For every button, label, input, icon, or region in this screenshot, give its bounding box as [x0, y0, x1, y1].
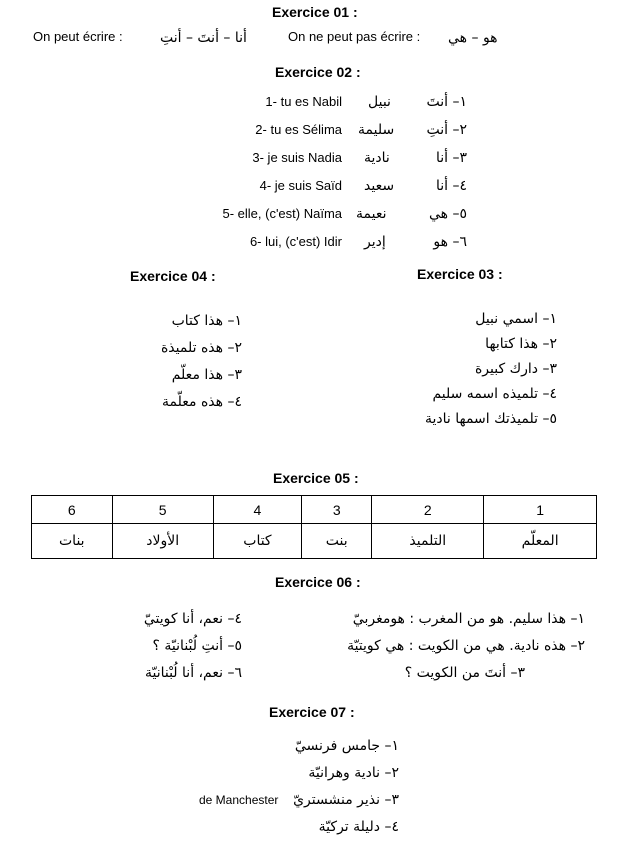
- ex02-fr-2: 2- tu es Sélima: [255, 122, 342, 137]
- ex03-item-4: ٤– تلميذه اسمه سليم: [432, 386, 557, 402]
- ex05-word-cell: كتاب: [213, 524, 301, 559]
- ex02-title: Exercice 02 :: [275, 64, 361, 80]
- ex01-title: Exercice 01 :: [272, 4, 358, 20]
- ex05-number-cell: 3: [302, 496, 372, 524]
- ex05-word-cell: الأولاد: [112, 524, 213, 559]
- ex02-pron-6: ٦– هو: [433, 234, 467, 250]
- ex04-title: Exercice 04 :: [130, 268, 216, 284]
- ex05-number-cell: 6: [32, 496, 113, 524]
- ex07-note: de Manchester: [199, 793, 279, 807]
- ex04-item-2: ٢– هذه تلميذة: [160, 340, 242, 356]
- ex02-name-6: إدير: [364, 234, 386, 250]
- ex01-cannot-label: On ne peut pas écrire :: [288, 29, 421, 44]
- ex02-pron-5: ٥– هي: [428, 206, 467, 222]
- ex05-title: Exercice 05 :: [273, 470, 359, 486]
- ex02-fr-1: 1- tu es Nabil: [265, 94, 342, 109]
- ex02-fr-5: 5- elle, (c'est) Naïma: [222, 206, 342, 221]
- ex02-name-4: سعيد: [364, 178, 395, 194]
- ex06-right-3: ٣– أنتَ من الكويت ؟: [404, 665, 525, 681]
- ex04-item-4: ٤– هذه معلّمة: [162, 394, 242, 410]
- ex01-can-value: أنا – أنتَ – أنتِ: [160, 30, 247, 46]
- ex02-name-3: نادية: [364, 150, 390, 166]
- ex07-item-4: ٤– دليلة تركيّة: [318, 819, 399, 835]
- ex06-left-3: ٦– نعم، أنا لُبْنانيّة: [144, 665, 242, 681]
- ex06-title: Exercice 06 :: [275, 574, 361, 590]
- ex04-item-1: ١– هذا كتاب: [171, 313, 242, 329]
- ex05-number-cell: 1: [484, 496, 597, 524]
- ex02-pron-2: ٢– أنتِ: [426, 122, 467, 138]
- ex03-item-3: ٣– دارك كبيرة: [474, 361, 557, 377]
- ex06-right-1: ١– هذا سليم. هو من المغرب : هومغربيّ: [352, 611, 585, 627]
- ex02-name-2: سليمة: [358, 122, 395, 138]
- ex02-pron-1: ١– أنتَ: [426, 94, 467, 110]
- ex05-number-cell: 4: [213, 496, 301, 524]
- ex02-fr-6: 6- lui, (c'est) Idir: [249, 234, 342, 249]
- ex05-word-cell: بنات: [32, 524, 113, 559]
- ex05-word-cell: بنت: [302, 524, 372, 559]
- ex01-cannot-value: هو – هي: [448, 30, 498, 46]
- ex06-right-2: ٢– هذه نادية. هي من الكويت : هي كويتيّة: [347, 638, 585, 654]
- ex02-name-1: نبيل: [368, 94, 391, 110]
- ex02-fr-4: 4- je suis Saïd: [259, 178, 342, 193]
- ex04-item-3: ٣– هذا معلّم: [171, 367, 242, 383]
- ex05-word-cell: المعلّم: [484, 524, 597, 559]
- ex06-left-1: ٤– نعم، أنا كويتيّ: [143, 611, 242, 627]
- ex03-item-2: ٢– هذا كتابها: [485, 336, 557, 352]
- ex02-name-5: نعيمة: [356, 206, 387, 222]
- ex02-pron-4: ٤– أنا: [435, 178, 467, 194]
- ex07-item-1: ١– جامس فرنسيّ: [294, 738, 399, 754]
- ex02-pron-3: ٣– أنا: [435, 150, 467, 166]
- ex03-item-5: ٥– تلميذتك اسمها نادية: [424, 411, 557, 427]
- ex07-title: Exercice 07 :: [269, 704, 355, 720]
- ex03-title: Exercice 03 :: [417, 266, 503, 282]
- ex05-number-cell: 5: [112, 496, 213, 524]
- ex05-word-cell: التلميذ: [372, 524, 484, 559]
- ex06-left-2: ٥– أنتِ لُبْنانيّة ؟: [152, 638, 242, 654]
- ex02-fr-3: 3- je suis Nadia: [252, 150, 342, 165]
- ex03-item-1: ١– اسمي نبيل: [475, 311, 557, 327]
- ex07-item-2: ٢– نادية وهرانيّة: [308, 765, 399, 781]
- ex01-can-label: On peut écrire :: [33, 29, 123, 44]
- ex05-number-cell: 2: [372, 496, 484, 524]
- ex05-table: [31, 495, 597, 559]
- ex07-item-3: ٣– نذير منشستريّ: [293, 792, 399, 808]
